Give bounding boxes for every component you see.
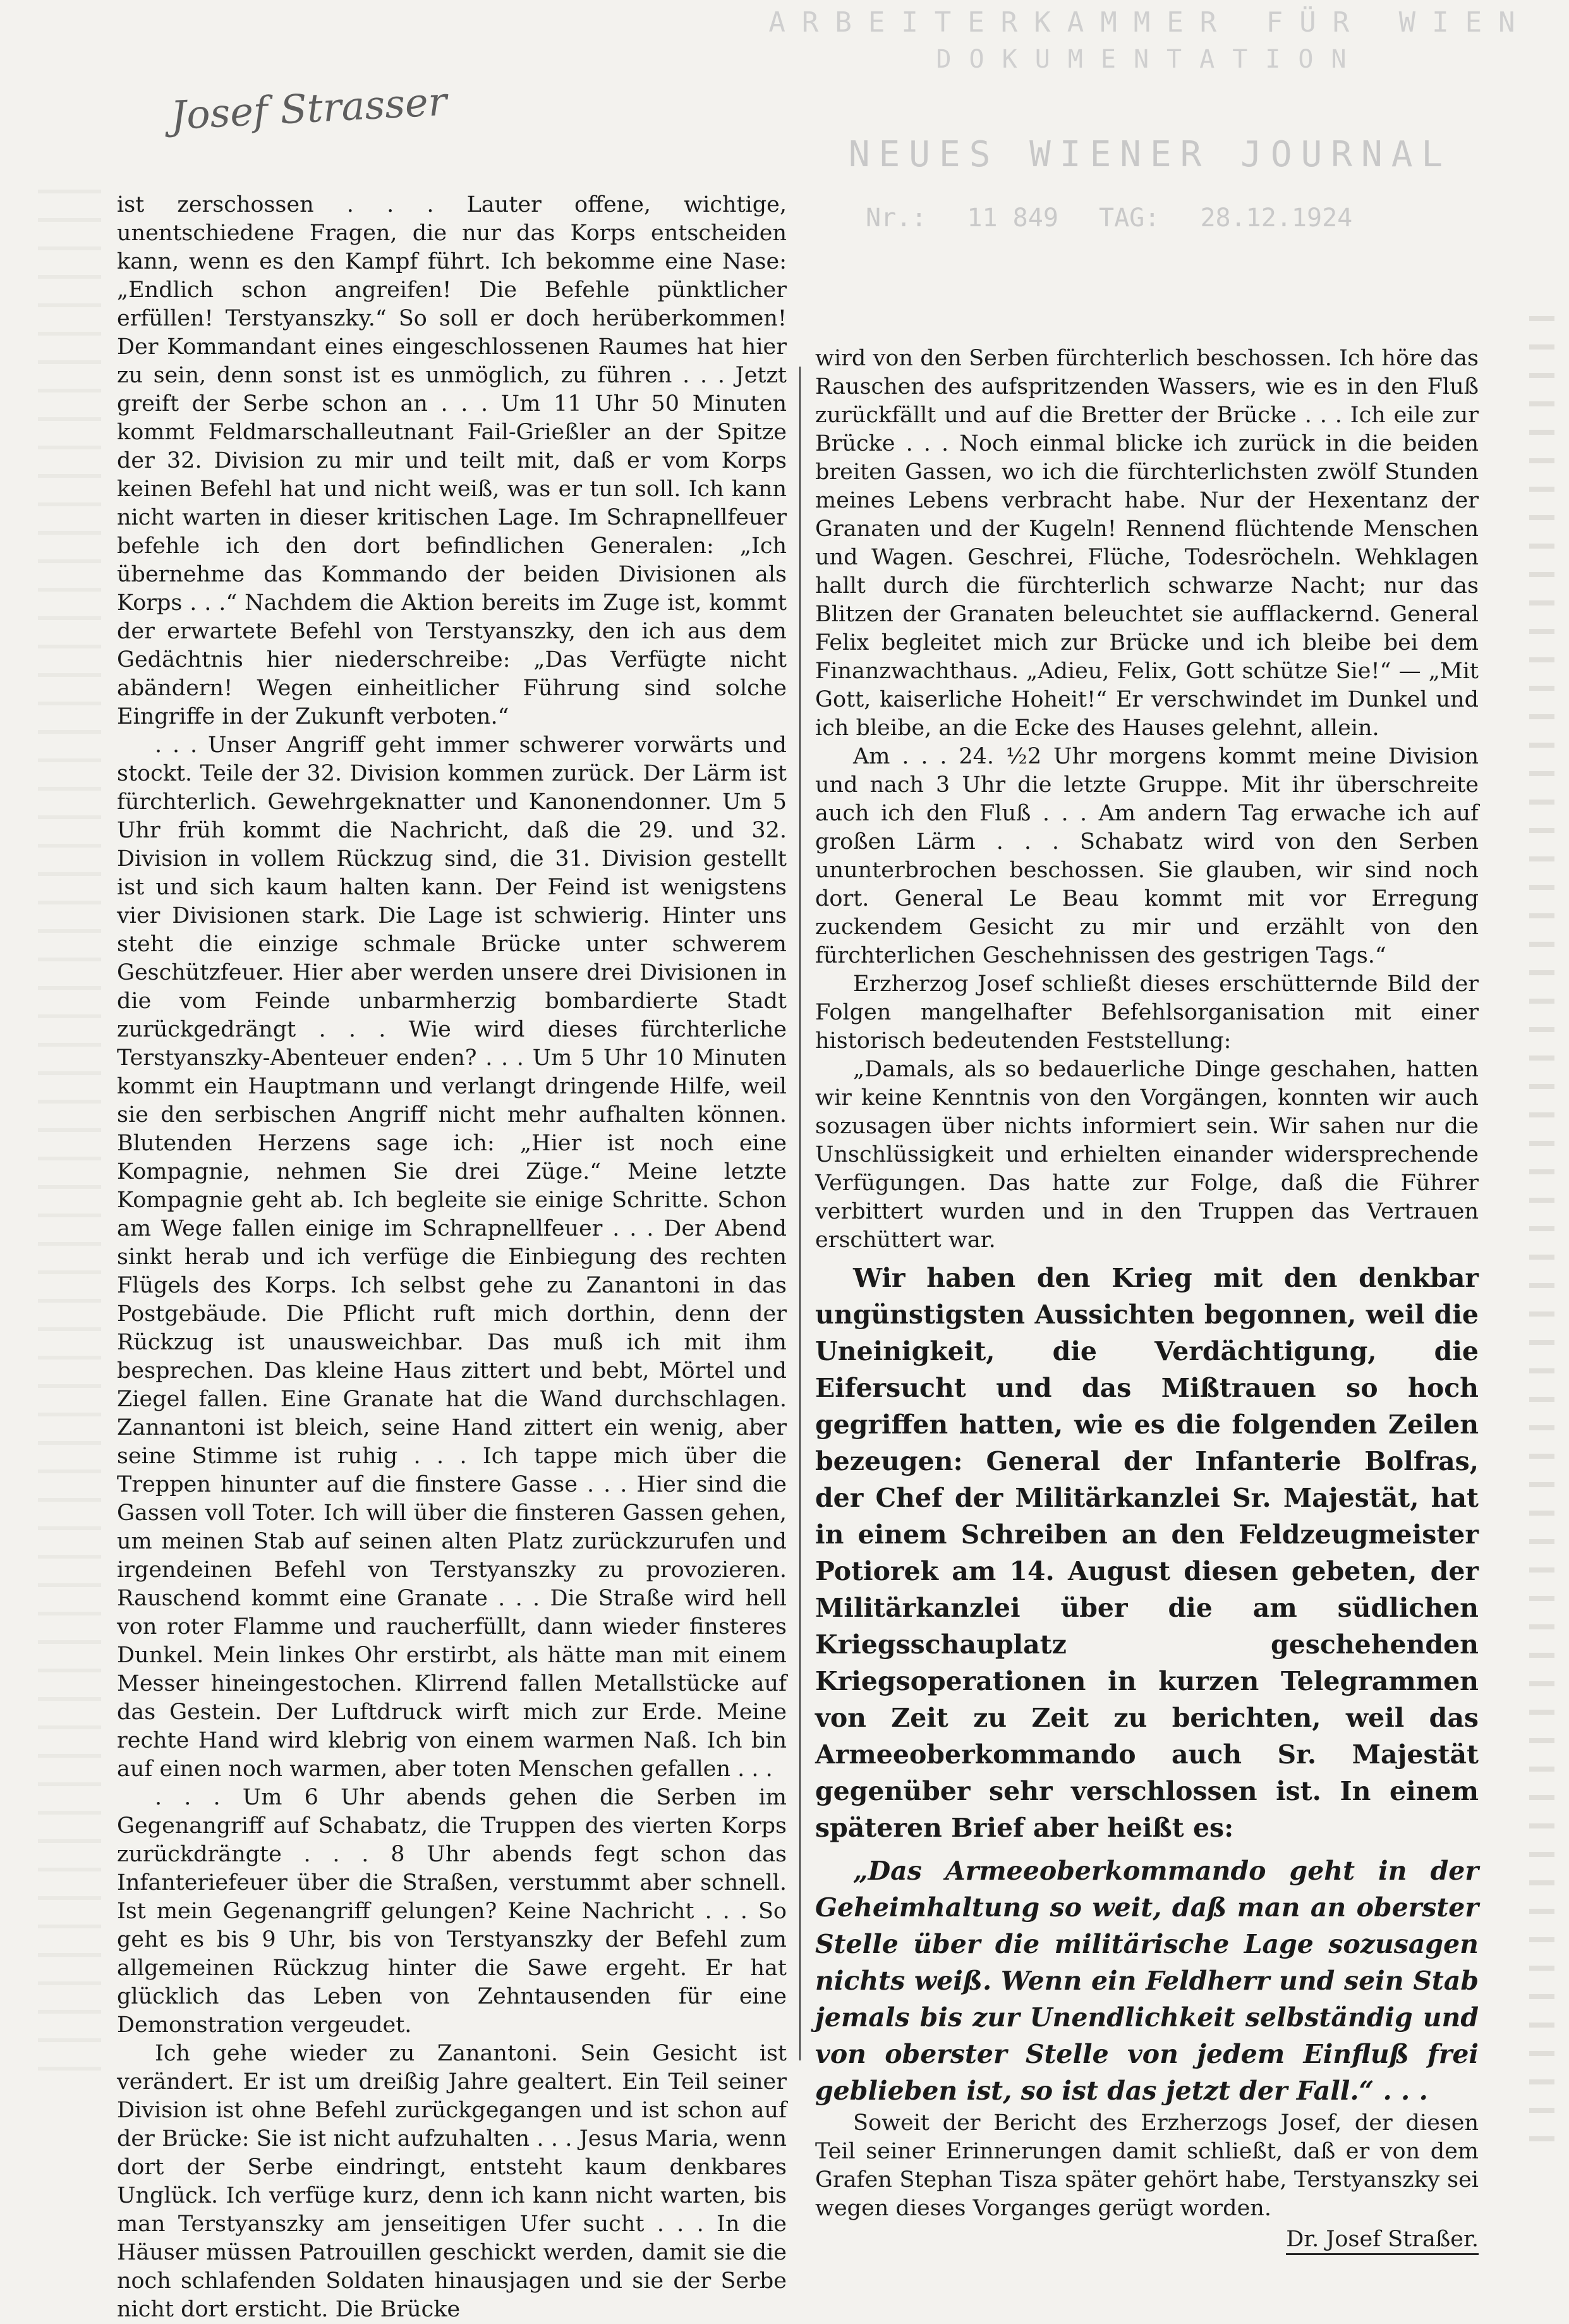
- right-paragraph-1: wird von den Serben fürchterlich beschossen. Ich höre das Rauschen des aufspritzenden Wassers, wie es in den Fluß zurückfällt und auf die Bretter der Brücke . . . Ich eile zur Brücke . . . Noch einmal blicke ich zurück in die beiden breiten Gassen, wo ich die fürchterlichsten zwölf Stunden meines Lebens verbracht habe. Nur der Hexentanz der Granaten und der Kugeln! Rennend flüchtende Menschen und Wagen. Geschrei, Flüche, Todesröcheln. Wehklagen hallt durch die fürchterlich schwarze Nacht; nur das Blitzen der Granaten beleuchtet sie aufflackernd. General Felix begleitet mich zur Brücke und ich bleibe bei dem Finanzwachthaus. „Adieu, Felix, Gott schütze Sie!“ — „Mit Gott, kaiserliche Hoheit!“ Er verschwindet im Dunkel und ich bleibe, an die Ecke des Hauses gelehnt, allein.: [815, 346, 1479, 741]
- right-paragraph-3: Erzherzog Josef schließt dieses erschütternde Bild der Folgen mangelhafter Befehlsorganisation mit einer historisch bedeutenden Feststellung:: [815, 971, 1479, 1054]
- journal-name: NEUES WIENER JOURNAL: [848, 134, 1452, 175]
- left-paragraph-2: . . . Unser Angriff geht immer schwerer vorwärts und stockt. Teile der 32. Division kommen zurück. Der Lärm ist fürchterlich. Gewehrgeknatter und Kanonendonner. Um 5 Uhr früh kommt die Nachricht, daß die 29. und 32. Division in vollem Rückzug sind, die 31. Division gestellt ist und sich kaum halten kann. Der Feind ist wenigstens vier Divisionen stark. Die Lage ist schwierig. Hinter uns steht die einzige schmale Brücke unter schwerem Geschützfeuer. Hier aber werden unsere drei Divisionen in die vom Feinde unbarmherzig bombardierte Stadt zurückgedrängt . . . Wie wird dieses fürchterliche Terstyanszky-Abenteuer enden? . . . Um 5 Uhr 10 Minuten kommt ein Hauptmann und verlangt dringende Hilfe, weil sie den serbischen Angriff nicht mehr aufhalten können. Blutenden Herzens sage ich: „Hier ist noch eine Kompagnie, nehmen Sie drei Züge.“ Meine letzte Kompagnie geht ab. Ich begleite sie einige Schritte. Schon am Wege fallen einige im Schrapnellfeuer . . . Der Abend sinkt herab und ich verfüge die Einbiegung des rechten Flügels des Korps. Ich selbst gehe zu Zanantoni in das Postgebäude. Die Pflicht ruft mich dorthin, denn der Rückzug ist unausweichbar. Das muß ich mit ihm besprechen. Das kleine Haus zittert und bebt, Mörtel und Ziegel fallen. Eine Granate hat die Wand durchschlagen. Zannantoni ist bleich, seine Hand zittert ein wenig, aber seine Stimme ist ruhig . . . Ich tappe mich über die Treppen hinunter auf die finstere Gasse . . . Hier sind die Gassen voll Toter. Ich will über die finsteren Gassen gehen, um meinen Stab auf seinen alten Platz zurückzurufen und irgendeinen Befehl von Terstyanszky zu provozieren. Rauschend kommt eine Granate . . . Die Straße wird hell von roter Flamme und raucherfüllt, dann wieder finsteres Dunkel. Mein linkes Ohr erstirbt, als hätte man mit einem Messer hineingestochen. Klirrend fallen Metallstücke auf das Gestein. Der Luftdruck wirft mich zur Erde. Meine rechte Hand wird klebrig von einem warmen Naß. Ich bin auf einen noch warmen, aber toten Menschen gefallen . . .: [117, 733, 787, 1782]
- archive-stamp: [746, 6, 1554, 233]
- archive-stamp-line1: ARBEITERKAMMER FÜR WIEN: [768, 6, 1532, 39]
- right-paragraph-2: Am . . . 24. ½2 Uhr morgens kommt meine Division und nach 3 Uhr die letzte Gruppe. Mit ihr überschreite auch ich den Fluß . . . Am andern Tag erwache ich auf großen Lärm . . . Schabatz wird von den Serben ununterbrochen beschossen. Sie glauben, wir sind noch dort. General Le Beau kommt mit vor Erregung zuckendem Gesicht zu mir und erzählt von den fürchterlichen Geschehnissen des gestrigen Tags.“: [815, 744, 1479, 968]
- right-paragraph-7: Soweit der Bericht des Erzherzogs Josef, der diesen Teil seiner Erinnerungen damit schließt, daß er von dem Grafen Stephan Tisza später gehört habe, Terstyanszky sei wegen dieses Vorganges gerügt worden.: [815, 2110, 1479, 2221]
- date-value: 28.12.1924: [1200, 204, 1353, 233]
- left-paragraph-1: ist zerschossen . . . Lauter offene, wichtige, unentschiedene Fragen, die nur das Korps entscheiden kann, wenn es den Kampf führt. Ich bekomme eine Nase: „Endlich schon angreifen! Die Befehle pünktlicher erfüllen! Terstyanszky.“ So soll er doch herüberkommen! Der Kommandant eines eingeschlossenen Raumes hat hier zu sein, denn sonst ist es unmöglich, zu führen . . . Jetzt greift der Serbe schon an . . . Um 11 Uhr 50 Minuten kommt Feldmarschalleutnant Fail-Grießler an der Spitze der 32. Division zu mir und teilt mit, daß er vom Korps keinen Befehl hat und nicht weiß, was er tun soll. Ich kann nicht warten in dieser kritischen Lage. Im Schrapnellfeuer befehle ich den dort befindlichen Generalen: „Ich übernehme das Kommando der beiden Divisionen als Korps . . .“ Nachdem die Aktion bereits im Zuge ist, kommt der erwartete Befehl von Terstyanszky, den ich aus dem Gedächtnis hier niederschreibe: „Das Verfügte nicht abändern! Wegen einheitlicher Führung sind solche Eingriffe in der Zukunft verboten.“: [117, 192, 787, 729]
- archive-stamp-line2: DOKUMENTATION: [936, 45, 1364, 74]
- nr-value: 11 849: [967, 204, 1058, 233]
- left-paragraph-3: . . . Um 6 Uhr abends gehen die Serben im Gegenangriff auf Schabatz, die Truppen des vierten Korps zurückdrängte . . . 8 Uhr abends fegt schon das Infanteriefeuer über die Straßen, verstummt aber schnell. Ist mein Gegenangriff gelungen? Keine Nachricht . . . So geht es bis 9 Uhr, bis von Terstyanszky der Befehl zum allgemeinen Rückzug hinter die Sawe ergeht. Er hat glücklich das Leben von Zehntausenden für eine Demonstration vergeudet.: [117, 1785, 787, 2038]
- right-paragraph-4: „Damals, als so bedauerliche Dinge geschahen, hatten wir keine Kenntnis von den Vorgängen, konnten wir auch sozusagen über nichts informiert sein. Wir sahen nur die Unschlüssigkeit und erhielten einander widersprechende Verfügungen. Das hatte zur Folge, daß die Führer verbittert wurden und in den Truppen das Vertrauen erschüttert war.: [815, 1057, 1479, 1253]
- right-paragraph-5-bold: Wir haben den Krieg mit den denkbar ungünstigsten Aussichten begonnen, weil die Uneinigkeit, die Verdächtigung, die Eifersucht und das Mißtrauen so hoch gegriffen hatten, wie es die folgenden Zeilen bezeugen: General der Infanterie Bolfras, der Chef der Militärkanzlei Sr. Majestät, hat in einem Schreiben an den Feldzeugmeister Potiorek am 14. August diesen gebeten, der Militärkanzlei über die am südlichen Kriegsschauplatz geschehenden Kriegsoperationen in kurzen Telegrammen von Zeit zu Zeit zu berichten, weil das Armeeoberkommando auch Sr. Majestät gegenüber sehr verschlossen ist. In einem späteren Brief aber heißt es:: [815, 1263, 1479, 1843]
- date-label: TAG:: [1099, 204, 1160, 233]
- left-column: [117, 191, 787, 2324]
- right-paragraph-6-bold-quote: „Das Armeeoberkommando geht in der Geheimhaltung so weit, daß man an oberster Stelle über die militärische Lage sozusagen nichts weiß. Wenn ein Feldherr und sein Stab jemals bis zur Unendlichkeit selbständig und von oberster Stelle von jedem Einfluß frei geblieben ist, so ist das jetzt der Fall.“ . . .: [815, 1856, 1479, 2106]
- right-column: [815, 344, 1479, 2254]
- bleed-through-right: [1529, 316, 1554, 2149]
- nr-label: Nr.:: [866, 204, 927, 233]
- handwritten-note: Josef Strasser: [169, 78, 448, 139]
- author-name: Dr. Josef Straßer.: [1286, 2227, 1479, 2255]
- archive-meta: [746, 204, 1554, 233]
- column-divider: [799, 367, 801, 2060]
- left-paragraph-4: Ich gehe wieder zu Zanantoni. Sein Gesicht ist verändert. Er ist um dreißig Jahre gealtert. Ein Teil seiner Division ist ohne Befehl zurückgegangen und ist schon auf der Brücke: Sie ist nicht aufzuhalten . . . Jesus Maria, wenn dort der Serbe eindringt, entsteht kaum denkbares Unglück. Ich verfüge kurz, denn ich kann nicht warten, bis man Terstyanszky am jenseitigen Ufer sucht . . . In die Häuser müssen Patrouillen geschickt werden, damit sie die noch schlafenden Soldaten hinausjagen und sie der Serbe nicht dort ersticht. Die Brücke: [117, 2041, 787, 2322]
- bleed-through-left: [38, 190, 101, 2086]
- author-line: [815, 2225, 1479, 2254]
